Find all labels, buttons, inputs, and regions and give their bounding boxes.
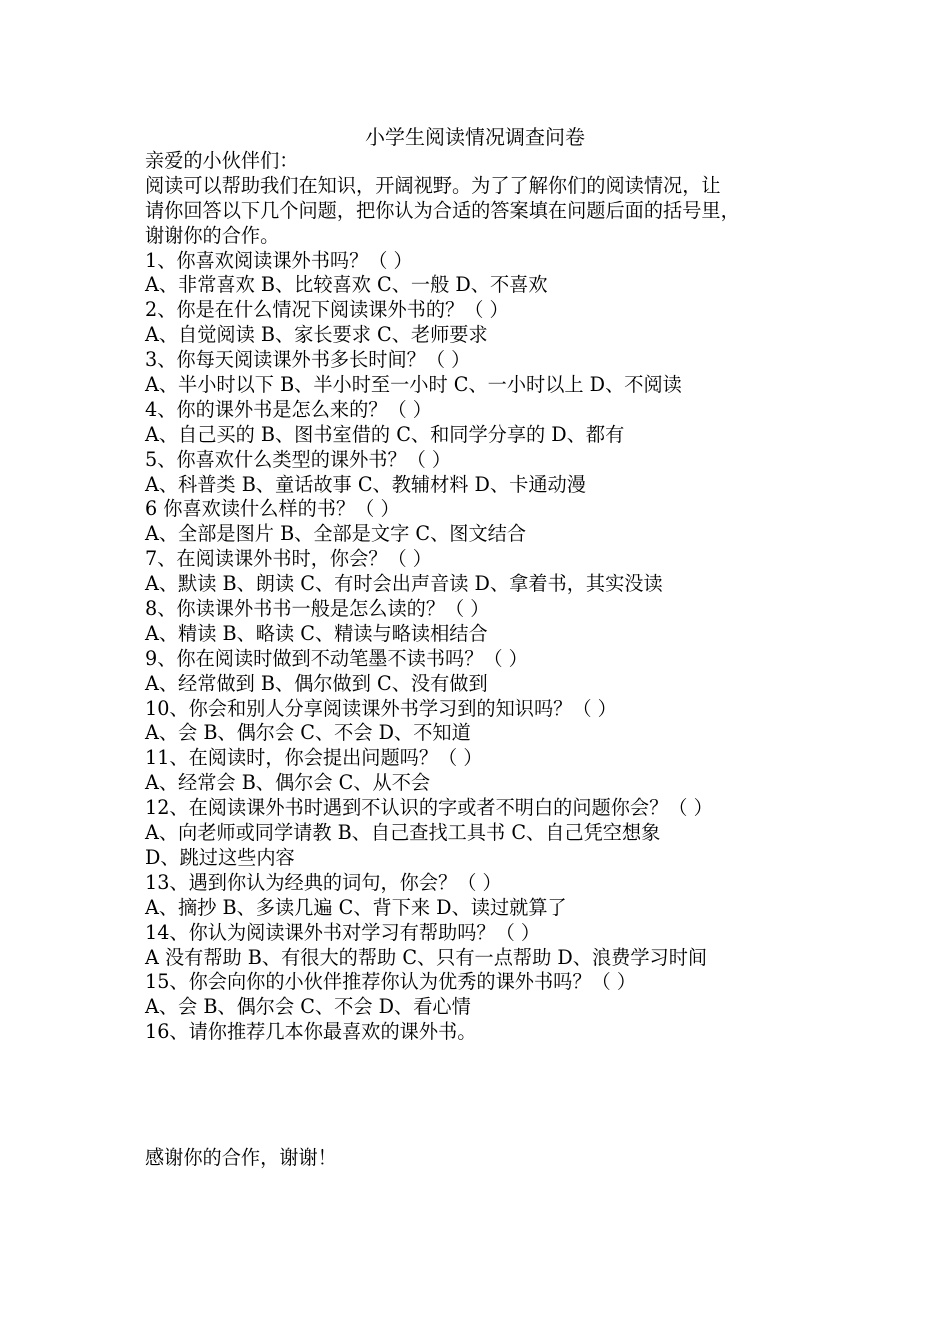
- intro-line: 阅读可以帮助我们在知识，开阔视野。为了了解你们的阅读情况，让: [145, 173, 721, 197]
- options-line: A、默读 B、朗读 C、有时会出声音读 D、拿着书，其实没读: [145, 572, 663, 596]
- options-line: A、会 B、偶尔会 C、不会 D、看心情: [145, 995, 471, 1019]
- document-title: 小学生阅读情况调查问卷: [365, 125, 585, 149]
- options-line: A 没有帮助 B、有很大的帮助 C、只有一点帮助 D、浪费学习时间: [145, 945, 708, 969]
- question-line: 2、你是在什么情况下阅读课外书的？（ ）: [145, 298, 509, 322]
- options-line: A、科普类 B、童话故事 C、教辅材料 D、卡通动漫: [145, 472, 586, 496]
- question-line: 8、你读课外书书一般是怎么读的？（ ）: [145, 597, 490, 621]
- closing-text: 感谢你的合作，谢谢！: [145, 1146, 337, 1169]
- greeting: 亲爱的小伙伴们：: [145, 149, 299, 172]
- options-line: A、经常做到 B、偶尔做到 C、没有做到: [145, 671, 488, 695]
- question-line: 13、遇到你认为经典的词句，你会？（ ）: [145, 870, 502, 894]
- options-line: A、精读 B、略读 C、精读与略读相结合: [145, 621, 488, 645]
- question-line: 12、在阅读课外书时遇到不认识的字或者不明白的问题你会？（ ）: [145, 796, 713, 820]
- question-line: 11、在阅读时，你会提出问题吗？（ ）: [145, 746, 483, 770]
- options-line: A、会 B、偶尔会 C、不会 D、不知道: [145, 721, 471, 745]
- question-line: 16、请你推荐几本你最喜欢的课外书。: [145, 1020, 477, 1044]
- options-line: A、向老师或同学请教 B、自己查找工具书 C、自己凭空想象: [145, 821, 661, 845]
- question-line: 1、你喜欢阅读课外书吗？（ ）: [145, 248, 413, 272]
- options-line: A、全部是图片 B、全部是文字 C、图文结合: [145, 522, 527, 546]
- question-line: 4、你的课外书是怎么来的？（ ）: [145, 397, 432, 421]
- intro-line: 谢谢你的合作。: [145, 223, 280, 247]
- question-line: 7、在阅读课外书时，你会？（ ）: [145, 547, 432, 571]
- question-line: 9、你在阅读时做到不动笔墨不读书吗？（ ）: [145, 646, 528, 670]
- options-line: A、自觉阅读 B、家长要求 C、老师要求: [145, 323, 488, 347]
- question-line: 5、你喜欢什么类型的课外书？（ ）: [145, 447, 452, 471]
- question-line: 14、你认为阅读课外书对学习有帮助吗？（ ）: [145, 920, 541, 944]
- intro-line: 请你回答以下几个问题，把你认为合适的答案填在问题后面的括号里，: [145, 198, 740, 222]
- options-line: A、非常喜欢 B、比较喜欢 C、一般 D、不喜欢: [145, 273, 548, 297]
- options-line: A、自己买的 B、图书室借的 C、和同学分享的 D、都有: [145, 422, 625, 446]
- question-line: 15、你会向你的小伙伴推荐你认为优秀的课外书吗？（ ）: [145, 970, 637, 994]
- options-line: D、跳过这些内容: [145, 845, 295, 869]
- options-line: A、半小时以下 B、半小时至一小时 C、一小时以上 D、不阅读: [145, 373, 682, 397]
- document-body: [145, 149, 845, 1045]
- options-line: A、经常会 B、偶尔会 C、从不会: [145, 771, 431, 795]
- question-line: 6 你喜欢读什么样的书？（ ）: [145, 497, 400, 521]
- question-line: 10、你会和别人分享阅读课外书学习到的知识吗？（ ）: [145, 696, 617, 720]
- options-line: A、摘抄 B、多读几遍 C、背下来 D、读过就算了: [145, 895, 567, 919]
- question-line: 3、你每天阅读课外书多长时间？（ ）: [145, 348, 471, 372]
